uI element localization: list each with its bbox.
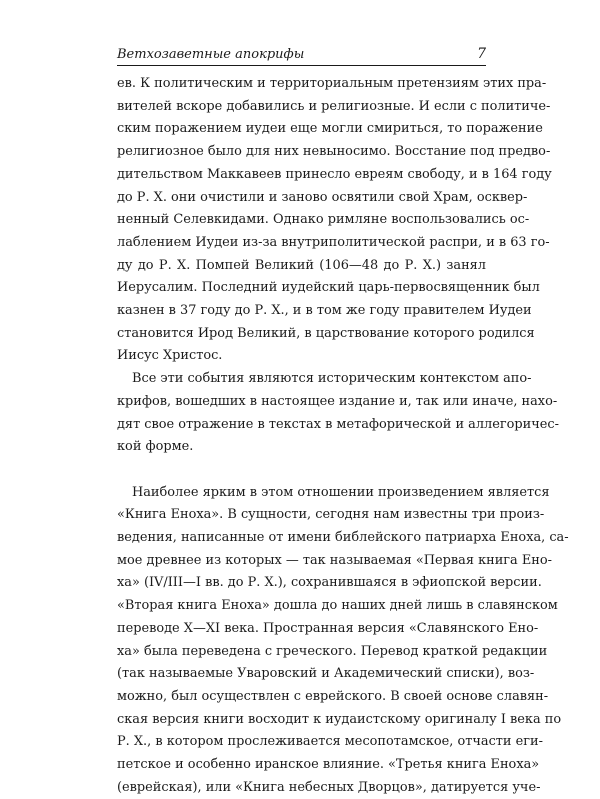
text-line: ду до Р. Х. Помпей Великий (106—48 до Р. Х.) занял [117, 257, 486, 273]
text-line: лаблением Иудеи из-за внутриполитической распри, и в 63 го- [117, 234, 550, 250]
text-line: петское и особенно иранское влияние. «Третья книга Еноха» [117, 757, 540, 773]
paragraph-3 [117, 482, 569, 799]
text-line: ха» (IV/III—I вв. до Р. Х.), сохранившаяся в эфиопской версии. [117, 575, 542, 591]
page-number: 7 [477, 46, 486, 62]
running-title: Ветхозаветные апокрифы [117, 47, 305, 62]
paragraph-2 [117, 368, 559, 459]
text-line: Все эти события являются историческим контекстом апо- [132, 371, 532, 387]
paragraph-1 [117, 73, 552, 368]
running-head [117, 44, 486, 66]
text-line: мое древнее из которых — так называемая «Первая книга Ено- [117, 552, 552, 568]
text-line: крифов, вошедших в настоящее издание и, так или иначе, нахо- [117, 393, 558, 409]
text-line: ским поражением иудеи еще могли смириться, то поражение [117, 121, 543, 137]
text-line: ведения, написанные от имени библейского патриарха Еноха, са- [117, 530, 569, 546]
text-line: дят свое отражение в текстах в метафорической и аллегоричес- [117, 416, 559, 432]
text-line: можно, был осуществлен с еврейского. В своей основе славян- [117, 688, 549, 704]
text-line: дительством Маккавеев принесло евреям свободу, и в 164 году [117, 166, 552, 182]
body-text [117, 73, 569, 799]
text-line: Иерусалим. Последний иудейский царь-первосвященник был [117, 280, 540, 296]
text-line: религиозное было для них невыносимо. Восстание под предво- [117, 144, 551, 160]
text-line: ская версия книги восходит к иудаистскому оригиналу I века по [117, 711, 562, 727]
text-line: кой форме. [117, 439, 194, 455]
text-line: до Р. Х. они очистили и заново освятили свой Храм, осквер- [117, 189, 528, 205]
text-line: «Книга Еноха». В сущности, сегодня нам известны три произ- [117, 507, 545, 523]
text-line: Р. Х., в котором прослеживается месопотамское, отчасти еги- [117, 734, 543, 750]
text-line: Наиболее ярким в этом отношении произведением является [132, 484, 550, 500]
text-line: становится Ирод Великий, в царствование которого родился [117, 325, 535, 341]
section-gap [117, 459, 486, 482]
text-line: ненный Селевкидами. Однако римляне воспользовались ос- [117, 212, 530, 228]
text-line: ев. К политическим и территориальным претензиям этих пра- [117, 76, 547, 91]
text-line: Иисус Христос. [117, 348, 223, 364]
text-line: переводе X—XI века. Пространная версия «Славянского Ено- [117, 620, 539, 636]
text-line: (так называемые Уваровский и Академический списки), воз- [117, 666, 535, 682]
text-line: (еврейская), или «Книга небесных Дворцов», датируется уче- [117, 779, 541, 795]
text-line: «Вторая книга Еноха» дошла до наших дней лишь в славянском [117, 598, 558, 614]
text-line: казнен в 37 году до Р. Х., и в том же году правителем Иудеи [117, 303, 532, 319]
text-line: вителей вскоре добавились и религиозные. И если с политиче- [117, 98, 551, 114]
text-line: ха» была переведена с греческого. Перевод краткой редакции [117, 643, 548, 659]
